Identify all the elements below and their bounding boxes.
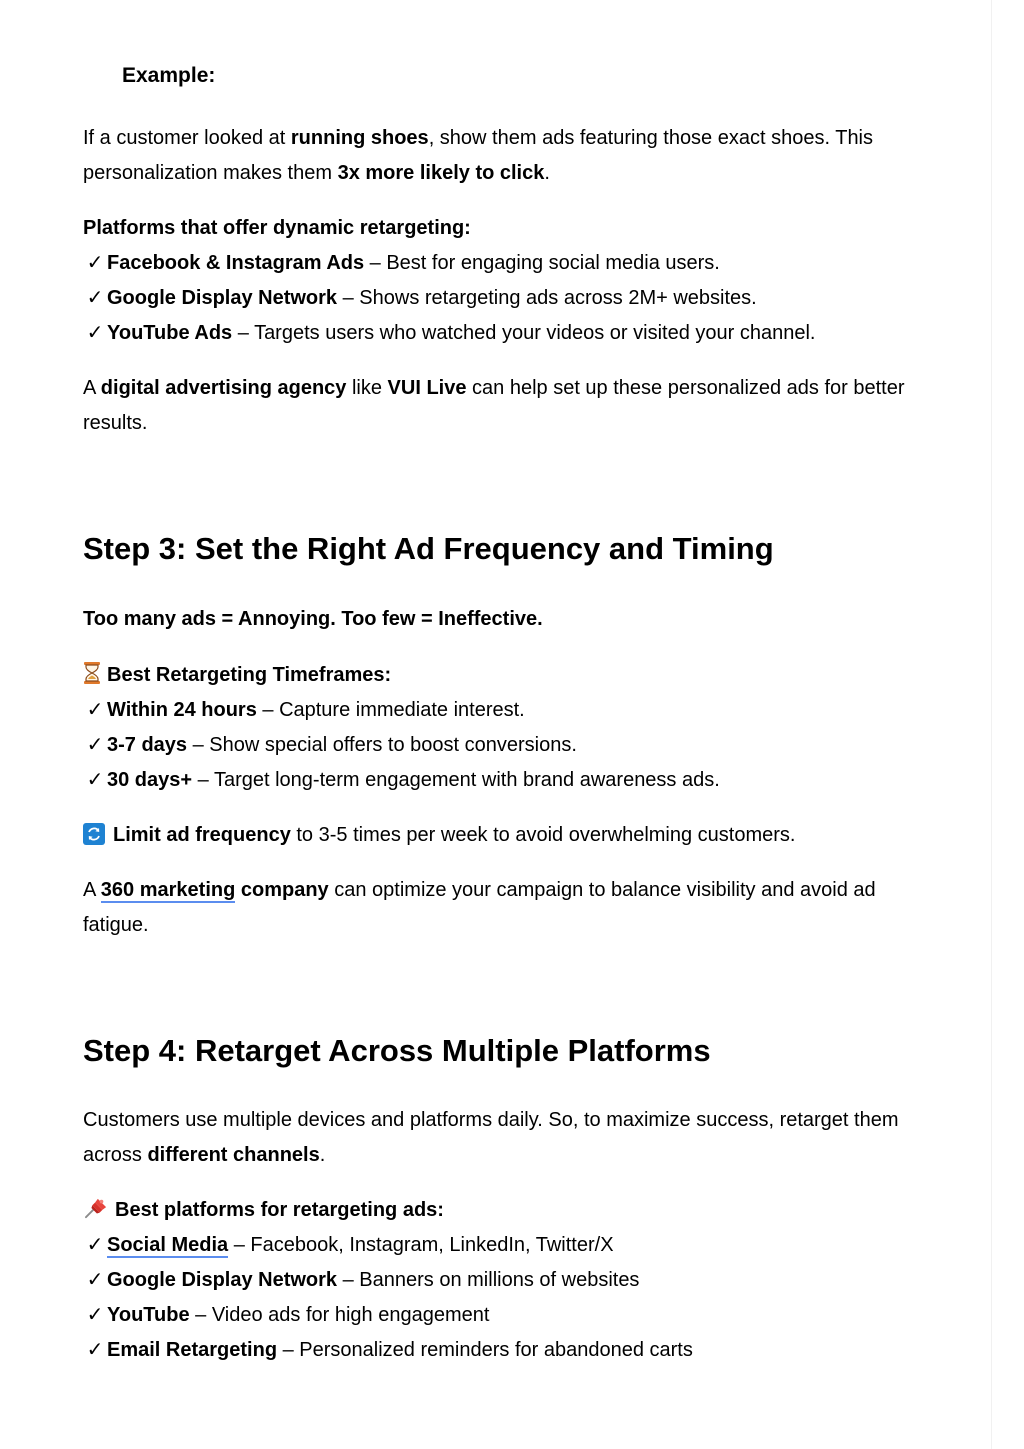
- text: personalization makes them: [83, 162, 338, 184]
- 360-marketing-link[interactable]: 360 marketing: [100, 879, 236, 901]
- platform-item: [83, 1298, 489, 1333]
- text: – Personalized reminders for abandoned carts: [277, 1339, 693, 1361]
- platform-item: [83, 1263, 639, 1298]
- text: Best platforms for retargeting ads:: [115, 1199, 444, 1221]
- checkmark-icon: ✓: [86, 769, 104, 791]
- text: .: [544, 162, 550, 184]
- pushpin-icon: [83, 1197, 109, 1219]
- timeframes-heading: [83, 658, 391, 693]
- agency-paragraph-line1: [83, 371, 905, 406]
- platform-item: [83, 246, 720, 281]
- text: – Best for engaging social media users.: [364, 252, 720, 274]
- checkmark-icon: ✓: [86, 734, 104, 756]
- bold-text: Limit ad frequency: [113, 824, 291, 846]
- bold-text: Within 24 hours: [107, 699, 257, 721]
- bold-text: Google Display Network: [107, 1269, 338, 1291]
- platforms-heading: Platforms that offer dynamic retargeting:: [83, 217, 471, 239]
- bold-text: digital advertising agency: [100, 377, 347, 399]
- text: like: [346, 377, 388, 399]
- bold-text: YouTube Ads: [107, 322, 233, 344]
- agency-paragraph-line2: results.: [83, 412, 148, 434]
- refresh-icon: [83, 823, 105, 845]
- text: to 3-5 times per week to avoid overwhelming customers.: [290, 824, 796, 846]
- example-paragraph-line2: [83, 156, 550, 191]
- timeframe-item: [83, 728, 577, 763]
- checkmark-icon: ✓: [86, 287, 104, 309]
- bold-text: VUI Live: [387, 377, 467, 399]
- step4-intro-line1: Customers use multiple devices and platforms daily. So, to maximize success, retarget them: [83, 1109, 899, 1131]
- text: – Video ads for high engagement: [189, 1304, 490, 1326]
- bold-text: YouTube: [107, 1304, 190, 1326]
- text: can help set up these personalized ads for better: [466, 377, 905, 399]
- checkmark-icon: ✓: [86, 1339, 104, 1361]
- platform-item: [83, 1228, 614, 1263]
- checkmark-icon: ✓: [86, 1269, 104, 1291]
- step4-heading: Step 4: Retarget Across Multiple Platforms: [83, 1033, 711, 1068]
- bold-text: Facebook & Instagram Ads: [107, 252, 365, 274]
- step4-intro-line2: [83, 1138, 325, 1173]
- bold-text: 30 days+: [107, 769, 193, 791]
- checkmark-icon: ✓: [86, 252, 104, 274]
- text: – Capture immediate interest.: [256, 699, 525, 721]
- text: If a customer looked at: [83, 127, 291, 149]
- bold-text: 3-7 days: [107, 734, 188, 756]
- platform-item: [83, 1333, 693, 1368]
- text: can optimize your campaign to balance visibility and avoid ad: [328, 879, 876, 901]
- checkmark-icon: ✓: [86, 1304, 104, 1326]
- timeframe-item: [83, 763, 720, 798]
- bold-text: Email Retargeting: [107, 1339, 278, 1361]
- limit-frequency-line: [83, 818, 795, 853]
- text: A: [83, 377, 101, 399]
- bold-text: 3x more likely to click: [337, 162, 545, 184]
- text: – Banners on millions of websites: [337, 1269, 640, 1291]
- hourglass-icon: [83, 662, 101, 684]
- text: – Target long-term engagement with brand awareness ads.: [192, 769, 720, 791]
- checkmark-icon: ✓: [86, 322, 104, 344]
- step3-tagline: Too many ads = Annoying. Too few = Ineffective.: [83, 608, 543, 630]
- bold-text: different channels: [147, 1144, 320, 1166]
- example-paragraph-line1: [83, 121, 873, 156]
- example-title: Example:: [122, 64, 216, 87]
- text: – Shows retargeting ads across 2M+ websites.: [337, 287, 757, 309]
- bold-text: company: [235, 879, 329, 901]
- checkmark-icon: ✓: [86, 1234, 104, 1256]
- text: – Targets users who watched your videos or visited your channel.: [232, 322, 816, 344]
- text: across: [83, 1144, 148, 1166]
- text: – Show special offers to boost conversions.: [187, 734, 577, 756]
- text: , show them ads featuring those exact shoes. This: [428, 127, 874, 149]
- bold-text: Google Display Network: [107, 287, 338, 309]
- bold-text: running shoes: [290, 127, 429, 149]
- checkmark-icon: ✓: [86, 699, 104, 721]
- company-paragraph-line1: [83, 873, 876, 908]
- step3-heading: Step 3: Set the Right Ad Frequency and Timing: [83, 531, 774, 566]
- text: .: [319, 1144, 326, 1166]
- social-media-link[interactable]: Social Media: [107, 1234, 229, 1256]
- page-edge: [991, 0, 992, 1449]
- timeframe-item: [83, 693, 525, 728]
- text: A: [83, 879, 101, 901]
- platform-item: [83, 316, 815, 351]
- step4-platforms-heading: [83, 1193, 444, 1228]
- platform-item: [83, 281, 757, 316]
- company-paragraph-line2: fatigue.: [83, 914, 149, 936]
- text: – Facebook, Instagram, LinkedIn, Twitter/X: [228, 1234, 614, 1256]
- text: Best Retargeting Timeframes:: [107, 664, 392, 686]
